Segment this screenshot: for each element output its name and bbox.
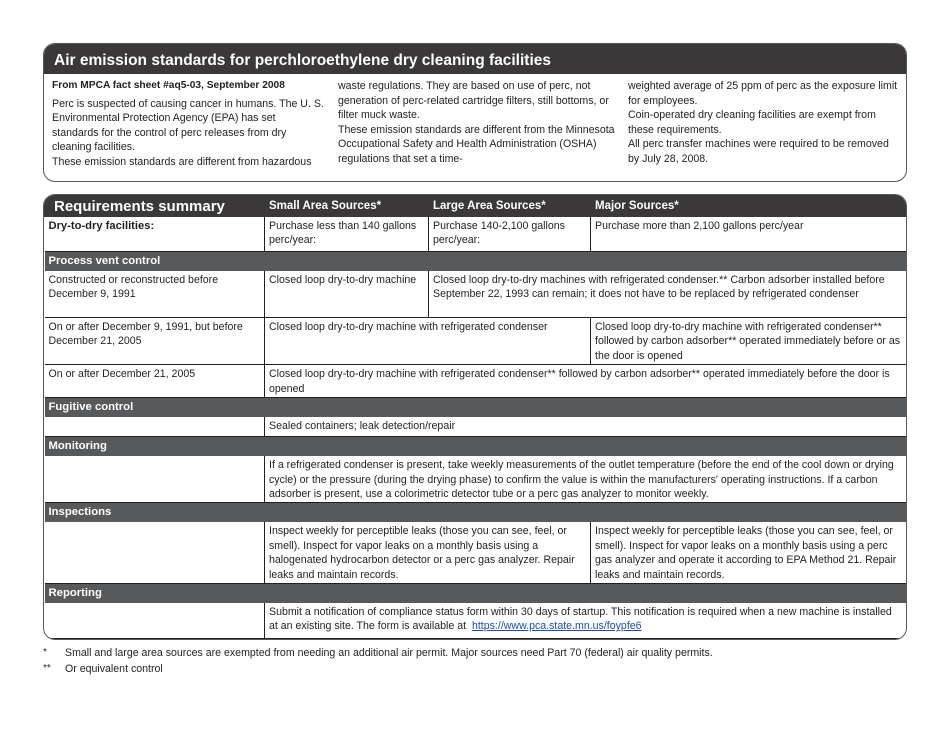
table-row bbox=[45, 417, 907, 437]
intro-paragraph: Perc is suspected of causing cancer in humans. The U. S. Environmental Protection Agency (EPA) has set standards for the control of perc releases from dry cleaning facilities. bbox=[52, 97, 324, 154]
section-heading: Monitoring bbox=[45, 437, 907, 456]
row-label bbox=[45, 603, 265, 639]
intro-column-2 bbox=[338, 79, 618, 167]
table-cell: Closed loop dry-to-dry machines with refrigerated condenser.** Carbon adsorber installed before September 22, 1993 can remain; it does not have to be replaced by refrigerated condenser bbox=[429, 271, 907, 318]
table-row bbox=[45, 365, 907, 398]
table-cell: Purchase less than 140 gallons perc/year: bbox=[265, 217, 429, 252]
intro-column-1 bbox=[52, 79, 324, 170]
table-cell: Closed loop dry-to-dry machine with refrigerated condenser bbox=[265, 318, 591, 365]
reporting-text: Submit a notification of compliance status form within 30 days of startup. This notification is required when a new machine is installed at an existing site. The form is available at bbox=[269, 606, 892, 633]
footnote-marker: * bbox=[43, 647, 47, 658]
section-heading: Inspections bbox=[45, 503, 907, 522]
intro-title: Air emission standards for perchloroethylene dry cleaning facilities bbox=[44, 44, 906, 74]
intro-paragraph: Coin-operated dry cleaning facilities are exempt from these requirements. bbox=[628, 109, 876, 136]
table-cell: Closed loop dry-to-dry machine bbox=[265, 271, 429, 318]
footnote bbox=[43, 661, 713, 677]
table-row bbox=[45, 456, 907, 503]
section-heading: Fugitive control bbox=[45, 398, 907, 417]
table-cell: Purchase 140-2,100 gallons perc/year: bbox=[429, 217, 591, 252]
table-row bbox=[45, 271, 907, 318]
row-label: Constructed or reconstructed before December 9, 1991 bbox=[45, 271, 265, 318]
table-header-row bbox=[45, 196, 907, 217]
row-label: Dry-to-dry facilities: bbox=[45, 217, 265, 252]
section-row bbox=[45, 503, 907, 522]
table-title: Requirements summary bbox=[45, 196, 265, 217]
intro-paragraph: waste regulations. They are based on use of perc, not generation of perc-related cartridge filters, still bottoms, or filter muck waste. bbox=[338, 80, 609, 122]
requirements-table-box bbox=[43, 194, 907, 640]
col-header-large: Large Area Sources* bbox=[429, 196, 591, 217]
row-label: On or after December 9, 1991, but before December 21, 2005 bbox=[45, 318, 265, 365]
footnote bbox=[43, 645, 713, 661]
intro-paragraph: These emission standards are different from the Minnesota Occupational Safety and Health Administration (OSHA) regulations that set a time- bbox=[338, 123, 615, 165]
intro-box bbox=[43, 43, 907, 182]
footnote-text: Small and large area sources are exempted from needing an additional air permit. Major sources need Part 70 (federal) air quality permits. bbox=[65, 647, 713, 659]
table-row bbox=[45, 318, 907, 365]
col-header-major: Major Sources* bbox=[591, 196, 907, 217]
section-heading: Process vent control bbox=[45, 252, 907, 271]
table-cell bbox=[265, 603, 907, 639]
section-row bbox=[45, 584, 907, 603]
section-row bbox=[45, 252, 907, 271]
col-header-small: Small Area Sources* bbox=[265, 196, 429, 217]
intro-paragraph: All perc transfer machines were required to be removed by July 28, 2008. bbox=[628, 138, 889, 165]
table-row bbox=[45, 603, 907, 639]
row-label bbox=[45, 522, 265, 584]
section-row bbox=[45, 437, 907, 456]
footnotes bbox=[43, 645, 713, 677]
table-cell: Inspect weekly for perceptible leaks (those you can see, feel, or smell). Inspect for vapor leaks on a monthly basis using a halogenated hydrocarbon detector or a perc gas analyzer. Repair leaks and maintain records. bbox=[265, 522, 591, 584]
table-cell: Closed loop dry-to-dry machine with refrigerated condenser** followed by carbon adsorber** operated immediately before or as the door is opened bbox=[591, 318, 907, 365]
section-row bbox=[45, 398, 907, 417]
table-cell: Sealed containers; leak detection/repair bbox=[265, 417, 907, 437]
footnote-marker: ** bbox=[43, 663, 51, 674]
table-cell: If a refrigerated condenser is present, take weekly measurements of the outlet temperature (before the end of the cool down or drying cycle) or the pressure (during the drying phase) to confirm the value is within the manufacturers' operating instructions. If a carbon adsorber is present, use a colorimetric detector tube or a perc gas analyzer to monitor weekly. bbox=[265, 456, 907, 503]
table-cell: Closed loop dry-to-dry machine with refrigerated condenser** followed by carbon adsorber** operated immediately before the door is opened bbox=[265, 365, 907, 398]
row-label: On or after December 21, 2005 bbox=[45, 365, 265, 398]
form-link[interactable]: https://www.pca.state.mn.us/foypfe6 bbox=[471, 620, 642, 633]
section-heading: Reporting bbox=[45, 584, 907, 603]
requirements-table bbox=[44, 195, 907, 639]
intro-source: From MPCA fact sheet #aq5-03, September 2008 bbox=[52, 80, 285, 91]
row-label bbox=[45, 417, 265, 437]
table-cell: Purchase more than 2,100 gallons perc/year bbox=[591, 217, 907, 252]
footnote-text: Or equivalent control bbox=[65, 663, 163, 675]
table-row bbox=[45, 522, 907, 584]
intro-paragraph: weighted average of 25 ppm of perc as the exposure limit for employees. bbox=[628, 80, 898, 107]
intro-paragraph: These emission standards are different from hazardous bbox=[52, 155, 312, 168]
table-row bbox=[45, 217, 907, 252]
row-label bbox=[45, 456, 265, 503]
table-cell: Inspect weekly for perceptible leaks (those you can see, feel, or smell). Inspect for vapor leaks on a monthly basis using a perc gas analyzer and operate it according to EPA Method 21. Repair leaks and maintain records. bbox=[591, 522, 907, 584]
intro-column-3 bbox=[628, 79, 900, 167]
